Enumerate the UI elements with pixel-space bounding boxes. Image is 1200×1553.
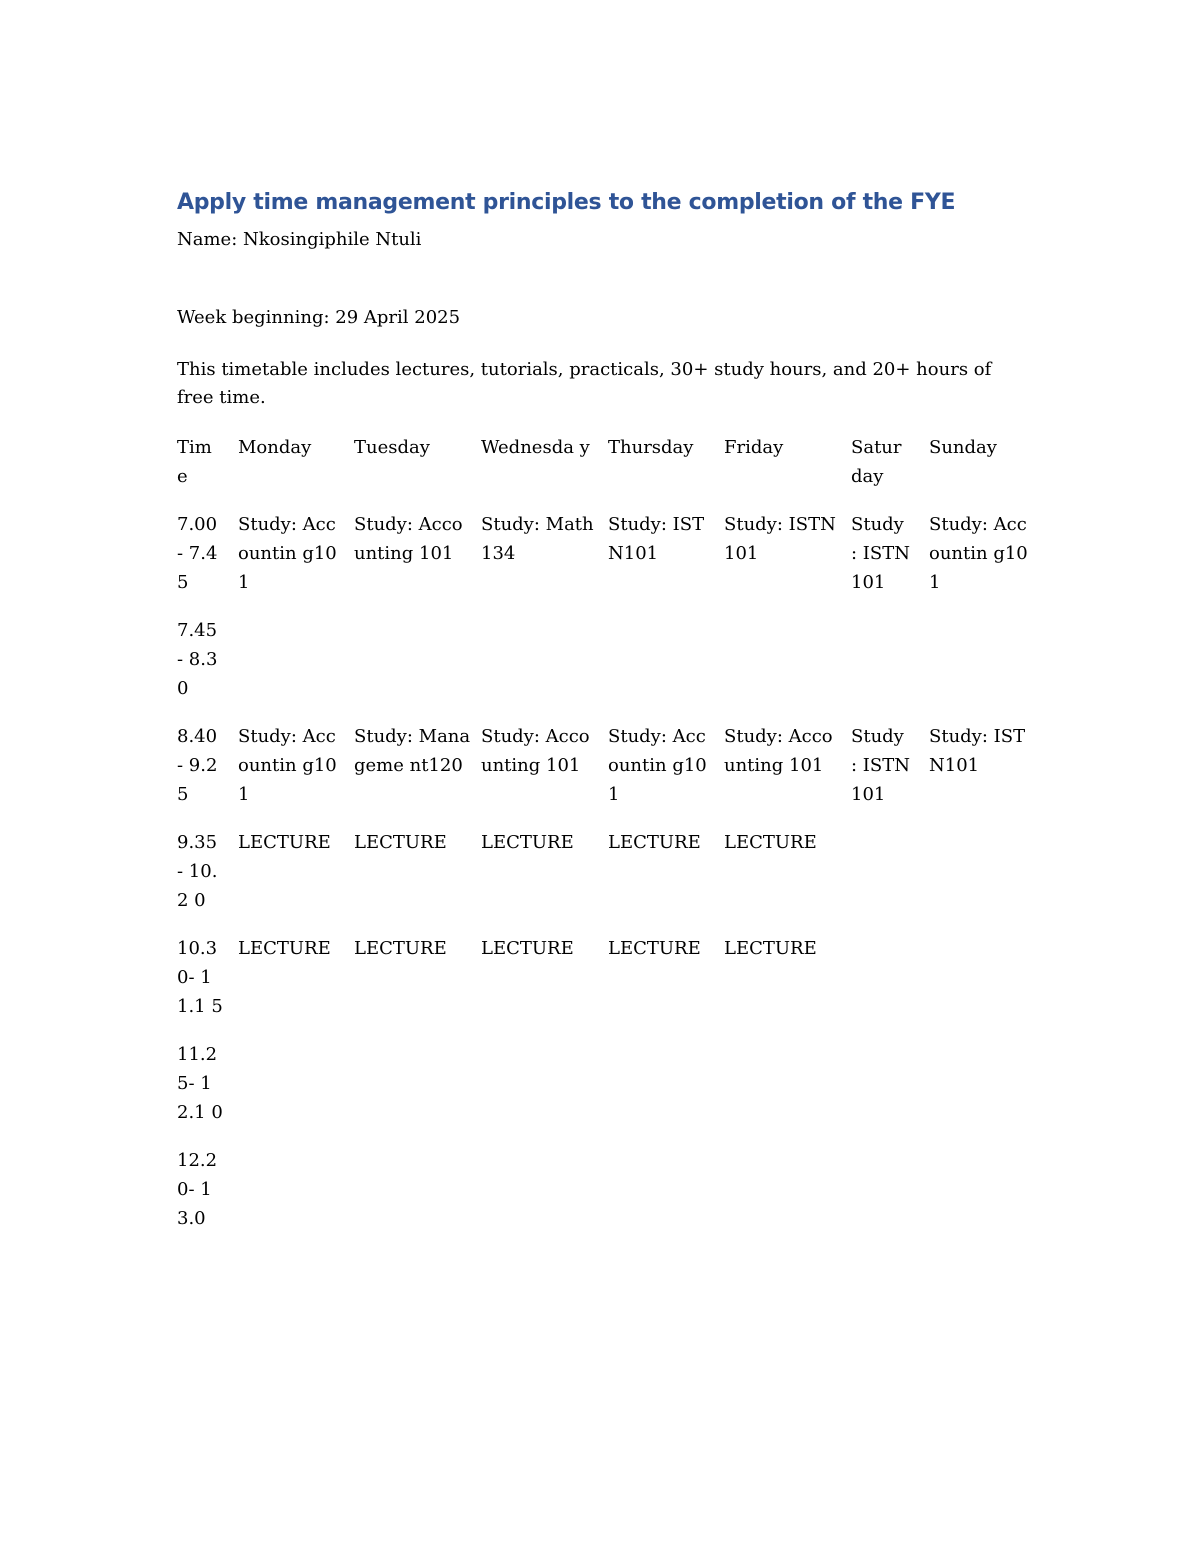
time-cell: 8.40 - 9.25 — [177, 726, 218, 805]
time-cell: 12.2 0- 13.0 — [177, 1150, 218, 1229]
document-title: Apply time management principles to the completion of the FYE — [177, 190, 956, 215]
thursday-cell: LECTURE — [608, 938, 701, 959]
monday-cell: Study: Accountin g101 — [238, 726, 337, 805]
monday-cell: Study: Accountin g101 — [238, 514, 337, 593]
time-cell: 7.45 - 8.30 — [177, 620, 218, 699]
tuesday-cell: LECTURE — [354, 938, 447, 959]
table-row — [177, 1040, 1029, 1127]
tuesday-cell: LECTURE — [354, 832, 447, 853]
timetable-header-row — [177, 433, 1029, 491]
monday-cell: LECTURE — [238, 832, 331, 853]
header-sunday: Sunday — [929, 437, 997, 458]
table-row — [177, 934, 1029, 1021]
thursday-cell: LECTURE — [608, 832, 701, 853]
wednesday-cell: LECTURE — [481, 938, 574, 959]
tuesday-cell: Study: Manageme nt120 — [354, 726, 471, 776]
table-row — [177, 722, 1029, 809]
header-tuesday: Tuesday — [354, 437, 430, 458]
time-cell: 11.2 5- 12.1 0 — [177, 1044, 223, 1123]
header-saturday: Satur day — [851, 437, 902, 487]
wednesday-cell: Study: Accounting 101 — [481, 726, 590, 776]
header-time: Tim e — [177, 437, 212, 487]
wednesday-cell: LECTURE — [481, 832, 574, 853]
student-name: Name: Nkosingiphile Ntuli — [177, 229, 422, 250]
saturday-cell: Study : ISTN 101 — [851, 726, 910, 805]
table-row — [177, 510, 1029, 597]
time-cell: 9.35 - 10.2 0 — [177, 832, 218, 911]
friday-cell: Study: ISTN101 — [724, 514, 836, 564]
time-cell: 7.00 - 7.45 — [177, 514, 218, 593]
header-wednesday: Wednesda y — [481, 437, 590, 458]
header-monday: Monday — [238, 437, 312, 458]
sunday-cell: Study: ISTN101 — [929, 726, 1026, 776]
wednesday-cell: Study: Math134 — [481, 514, 594, 564]
header-thursday: Thursday — [608, 437, 694, 458]
time-cell: 10.3 0- 11.1 5 — [177, 938, 223, 1017]
thursday-cell: Study: ISTN101 — [608, 514, 705, 564]
saturday-cell: Study : ISTN 101 — [851, 514, 910, 593]
timetable — [177, 433, 1029, 1233]
week-beginning: Week beginning: 29 April 2025 — [177, 307, 461, 328]
table-row — [177, 1146, 1029, 1233]
thursday-cell: Study: Accountin g101 — [608, 726, 707, 805]
table-row — [177, 828, 1029, 915]
intro-paragraph: This timetable includes lectures, tutorials, practicals, 30+ study hours, and 20+ hours of free time. — [177, 359, 992, 408]
header-friday: Friday — [724, 437, 784, 458]
friday-cell: LECTURE — [724, 832, 817, 853]
friday-cell: Study: Accounting 101 — [724, 726, 833, 776]
monday-cell: LECTURE — [238, 938, 331, 959]
friday-cell: LECTURE — [724, 938, 817, 959]
sunday-cell: Study: Accountin g101 — [929, 514, 1028, 593]
tuesday-cell: Study: Accounting 101 — [354, 514, 463, 564]
table-row — [177, 616, 1029, 703]
